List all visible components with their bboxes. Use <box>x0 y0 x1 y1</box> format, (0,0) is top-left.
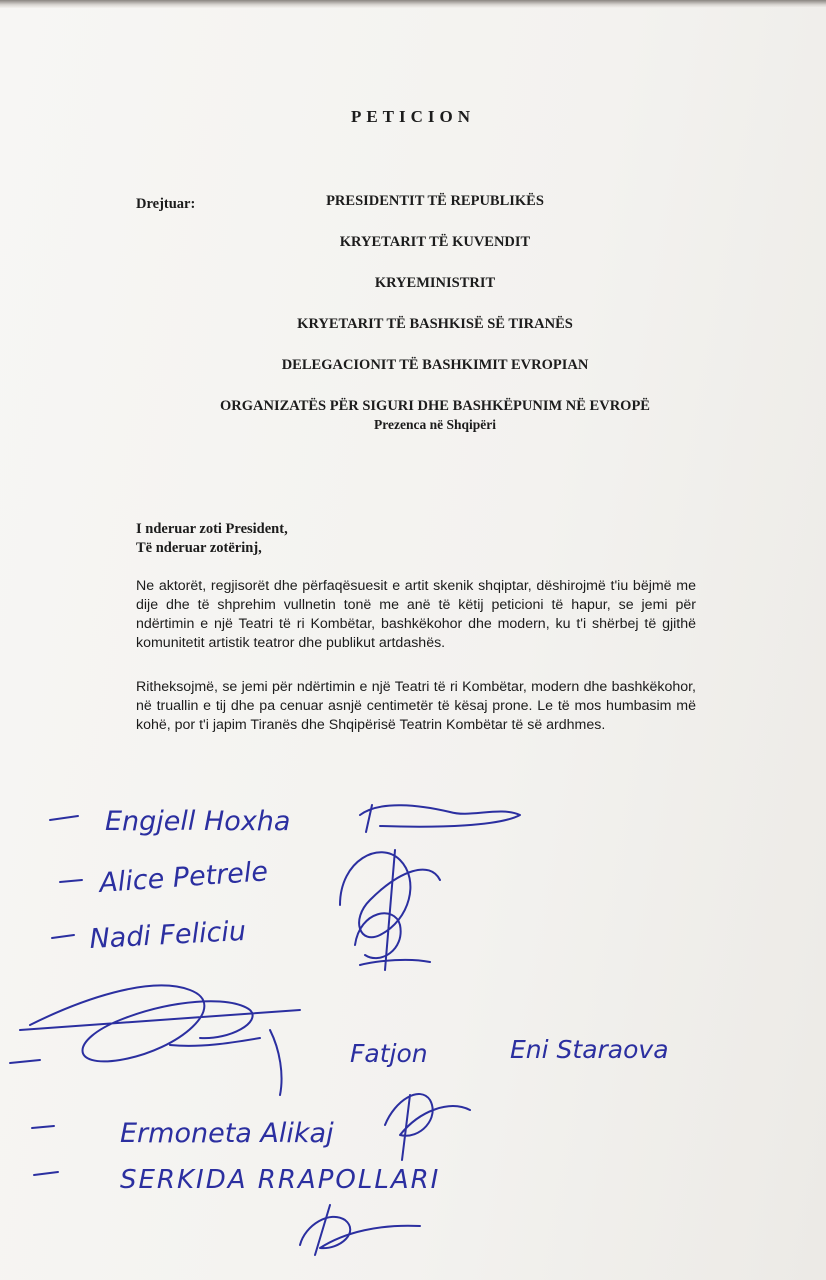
document-title: PETICION <box>350 107 476 126</box>
signature-dash <box>50 816 78 820</box>
signature-name: Ermoneta Alikaj <box>120 1118 334 1149</box>
signature-name: SERKIDA RRAPOLLARI <box>120 1165 441 1195</box>
recipient-line: KRYETARIT TË BASHKISË SË TIRANËS <box>297 316 573 332</box>
recipient-line: DELEGACIONIT TË BASHKIMIT EVROPIAN <box>281 357 589 373</box>
signature-name: Alice Petrele <box>98 856 269 899</box>
body-paragraph: Ne aktorët, regjisorët dhe përfaqësuesit e artit skenik shqiptar, dëshirojmë t'iu bëjmë me dije dhe të shprehim vullnetin tonë me anë të këtij peticioni të hapur, se jemi për ndërtimin e një Teatri të ri Kombëtar, bashkëkohor dhe modern, ku t'i shërbej të gjithë komunitetit artistik teatror dhe publikut artdashës. <box>136 578 696 651</box>
recipient-line: PRESIDENTIT TË REPUBLIKËS <box>326 193 544 209</box>
recipient-line: KRYETARIT TË KUVENDIT <box>339 234 531 250</box>
signature-scribble <box>20 985 300 1095</box>
recipient-line: ORGANIZATËS PËR SIGURI DHE BASHKËPUNIM NË EVROPË <box>220 398 650 414</box>
signature-name: Nadi Feliciu <box>88 915 247 955</box>
signature-dash <box>52 935 74 938</box>
body-paragraph: Ritheksojmë, se jemi për ndërtimin e një Teatri të ri Kombëtar, modern dhe bashkëkohor, në truallin e tij dhe pa cenuar asnjë centimetër të kësaj prone. Le të mos humbasim më kohë, por t'i japim Tiranës dhe Shqipërisë Teatrin Kombëtar të së ardhmes. <box>136 679 696 733</box>
signature-dash <box>34 1172 58 1175</box>
recipient-line: KRYEMINISTRIT <box>374 275 496 291</box>
signature-scribble <box>385 1094 470 1160</box>
recipient-subtitle: Prezenca në Shqipëri <box>374 417 496 432</box>
signature-dash <box>60 880 82 882</box>
signature-name: Eni Staraova <box>510 1035 669 1064</box>
addressed-to-label: Drejtuar: <box>136 196 196 212</box>
signature-dash <box>32 1126 54 1128</box>
signature-name: Fatjon <box>350 1039 428 1068</box>
signature-name: Engjell Hoxha <box>105 806 291 837</box>
signature-dash <box>10 1060 40 1063</box>
salutation-line: I nderuar zoti President, <box>136 521 288 537</box>
signature-scribble <box>360 805 520 832</box>
signature-scribble <box>300 1205 420 1255</box>
salutation-line: Të nderuar zotërinj, <box>136 540 262 556</box>
